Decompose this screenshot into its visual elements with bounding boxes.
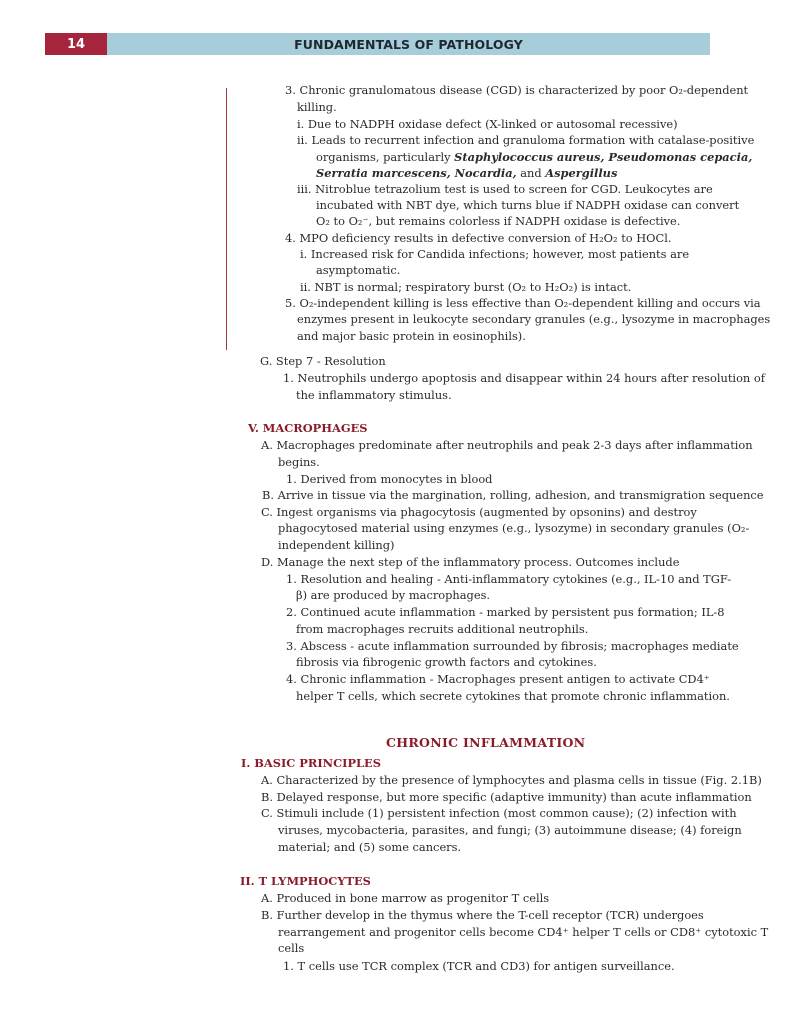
list-item: ii. Leads to recurrent infection and granuloma formation with catalase-positive — [297, 133, 755, 147]
page-header — [45, 33, 710, 55]
list-item: cells — [278, 941, 305, 955]
list-item: independent killing) — [278, 538, 395, 552]
list-item: C. Stimuli include (1) persistent infection (most common cause); (2) infection with — [261, 806, 737, 820]
list-item: rearrangement and progenitor cells become CD4⁺ helper T cells or CD8⁺ cytotoxic T — [278, 925, 769, 939]
list-item: 5. O₂-independent killing is less effective than O₂-dependent killing and occurs via — [285, 296, 761, 310]
list-item: B. Arrive in tissue via the margination, rolling, adhesion, and transmigration sequence — [262, 488, 764, 502]
list-item: enzymes present in leukocyte secondary granules (e.g., lysozyme in macrophages — [297, 312, 771, 326]
list-item: 4. Chronic inflammation - Macrophages present antigen to activate CD4⁺ — [286, 672, 710, 686]
organism-names: Aspergillus — [545, 166, 618, 180]
margin-rule — [226, 88, 227, 350]
list-item: incubated with NBT dye, which turns blue if NADPH oxidase can convert — [316, 198, 740, 212]
list-item: 3. Abscess - acute inflammation surrounded by fibrosis; macrophages mediate — [286, 639, 739, 653]
list-item — [316, 165, 617, 182]
section-heading: II. T LYMPHOCYTES — [240, 874, 371, 888]
list-item: 1. Derived from monocytes in blood — [286, 472, 493, 486]
page-number: 14 — [45, 33, 107, 55]
list-item: begins. — [278, 455, 320, 469]
list-item: 1. T cells use TCR complex (TCR and CD3) for antigen surveillance. — [283, 959, 675, 973]
organism-names: Staphylococcus aureus, Pseudomonas cepacia, — [454, 150, 753, 164]
list-item: helper T cells, which secrete cytokines that promote chronic inflammation. — [296, 689, 730, 703]
list-item: D. Manage the next step of the inflammatory process. Outcomes include — [261, 555, 680, 569]
list-item: iii. Nitroblue tetrazolium test is used to screen for CGD. Leukocytes are — [297, 182, 713, 196]
list-item: G. Step 7 - Resolution — [260, 354, 386, 368]
text-run: and — [516, 166, 546, 180]
list-item: 4. MPO deficiency results in defective conversion of H₂O₂ to HOCl. — [285, 231, 672, 245]
list-item: ii. NBT is normal; respiratory burst (O₂ to H₂O₂) is intact. — [300, 280, 632, 294]
list-item: viruses, mycobacteria, parasites, and fungi; (3) autoimmune disease; (4) foreign — [278, 823, 742, 837]
text-run: organisms, particularly — [316, 150, 455, 164]
list-item: i. Increased risk for Candida infections; however, most patients are — [300, 247, 690, 261]
list-item: A. Macrophages predominate after neutrophils and peak 2-3 days after inflammation — [261, 438, 753, 452]
section-heading: I. BASIC PRINCIPLES — [241, 756, 381, 770]
list-item: 2. Continued acute inflammation - marked by persistent pus formation; IL-8 — [286, 605, 725, 619]
list-item: O₂ to O₂⁻, but remains colorless if NADPH oxidase is defective. — [316, 214, 681, 228]
list-item: material; and (5) some cancers. — [278, 840, 462, 854]
organism-names: Serratia marcescens, Nocardia, — [316, 166, 517, 180]
list-item: i. Due to NADPH oxidase defect (X-linked or autosomal recessive) — [297, 117, 678, 131]
list-item: A. Characterized by the presence of lymphocytes and plasma cells in tissue (Fig. 2.1B) — [261, 773, 762, 787]
running-title: FUNDAMENTALS OF PATHOLOGY — [107, 33, 710, 55]
list-item: killing. — [297, 100, 337, 114]
list-item: from macrophages recruits additional neutrophils. — [296, 622, 589, 636]
list-item: A. Produced in bone marrow as progenitor T cells — [261, 891, 550, 905]
list-item: C. Ingest organisms via phagocytosis (augmented by opsonins) and destroy — [261, 505, 697, 519]
list-item — [316, 149, 752, 166]
section-heading: V. MACROPHAGES — [248, 421, 368, 435]
list-item: β) are produced by macrophages. — [296, 588, 491, 602]
list-item: 3. Chronic granulomatous disease (CGD) is characterized by poor O₂-dependent — [285, 83, 749, 97]
list-item: 1. Neutrophils undergo apoptosis and disappear within 24 hours after resolution of — [283, 371, 765, 385]
list-item: the inflammatory stimulus. — [296, 388, 452, 402]
list-item: 1. Resolution and healing - Anti-inflammatory cytokines (e.g., IL-10 and TGF- — [286, 572, 732, 586]
list-item: B. Further develop in the thymus where the T-cell receptor (TCR) undergoes — [261, 908, 704, 922]
chapter-heading: CHRONIC INFLAMMATION — [386, 735, 586, 750]
list-item: and major basic protein in eosinophils). — [297, 329, 526, 343]
list-item: fibrosis via fibrogenic growth factors and cytokines. — [296, 655, 597, 669]
list-item: asymptomatic. — [316, 263, 401, 277]
list-item: phagocytosed material using enzymes (e.g., lysozyme) in secondary granules (O₂- — [278, 521, 750, 535]
list-item: B. Delayed response, but more specific (adaptive immunity) than acute inflammation — [261, 790, 752, 804]
